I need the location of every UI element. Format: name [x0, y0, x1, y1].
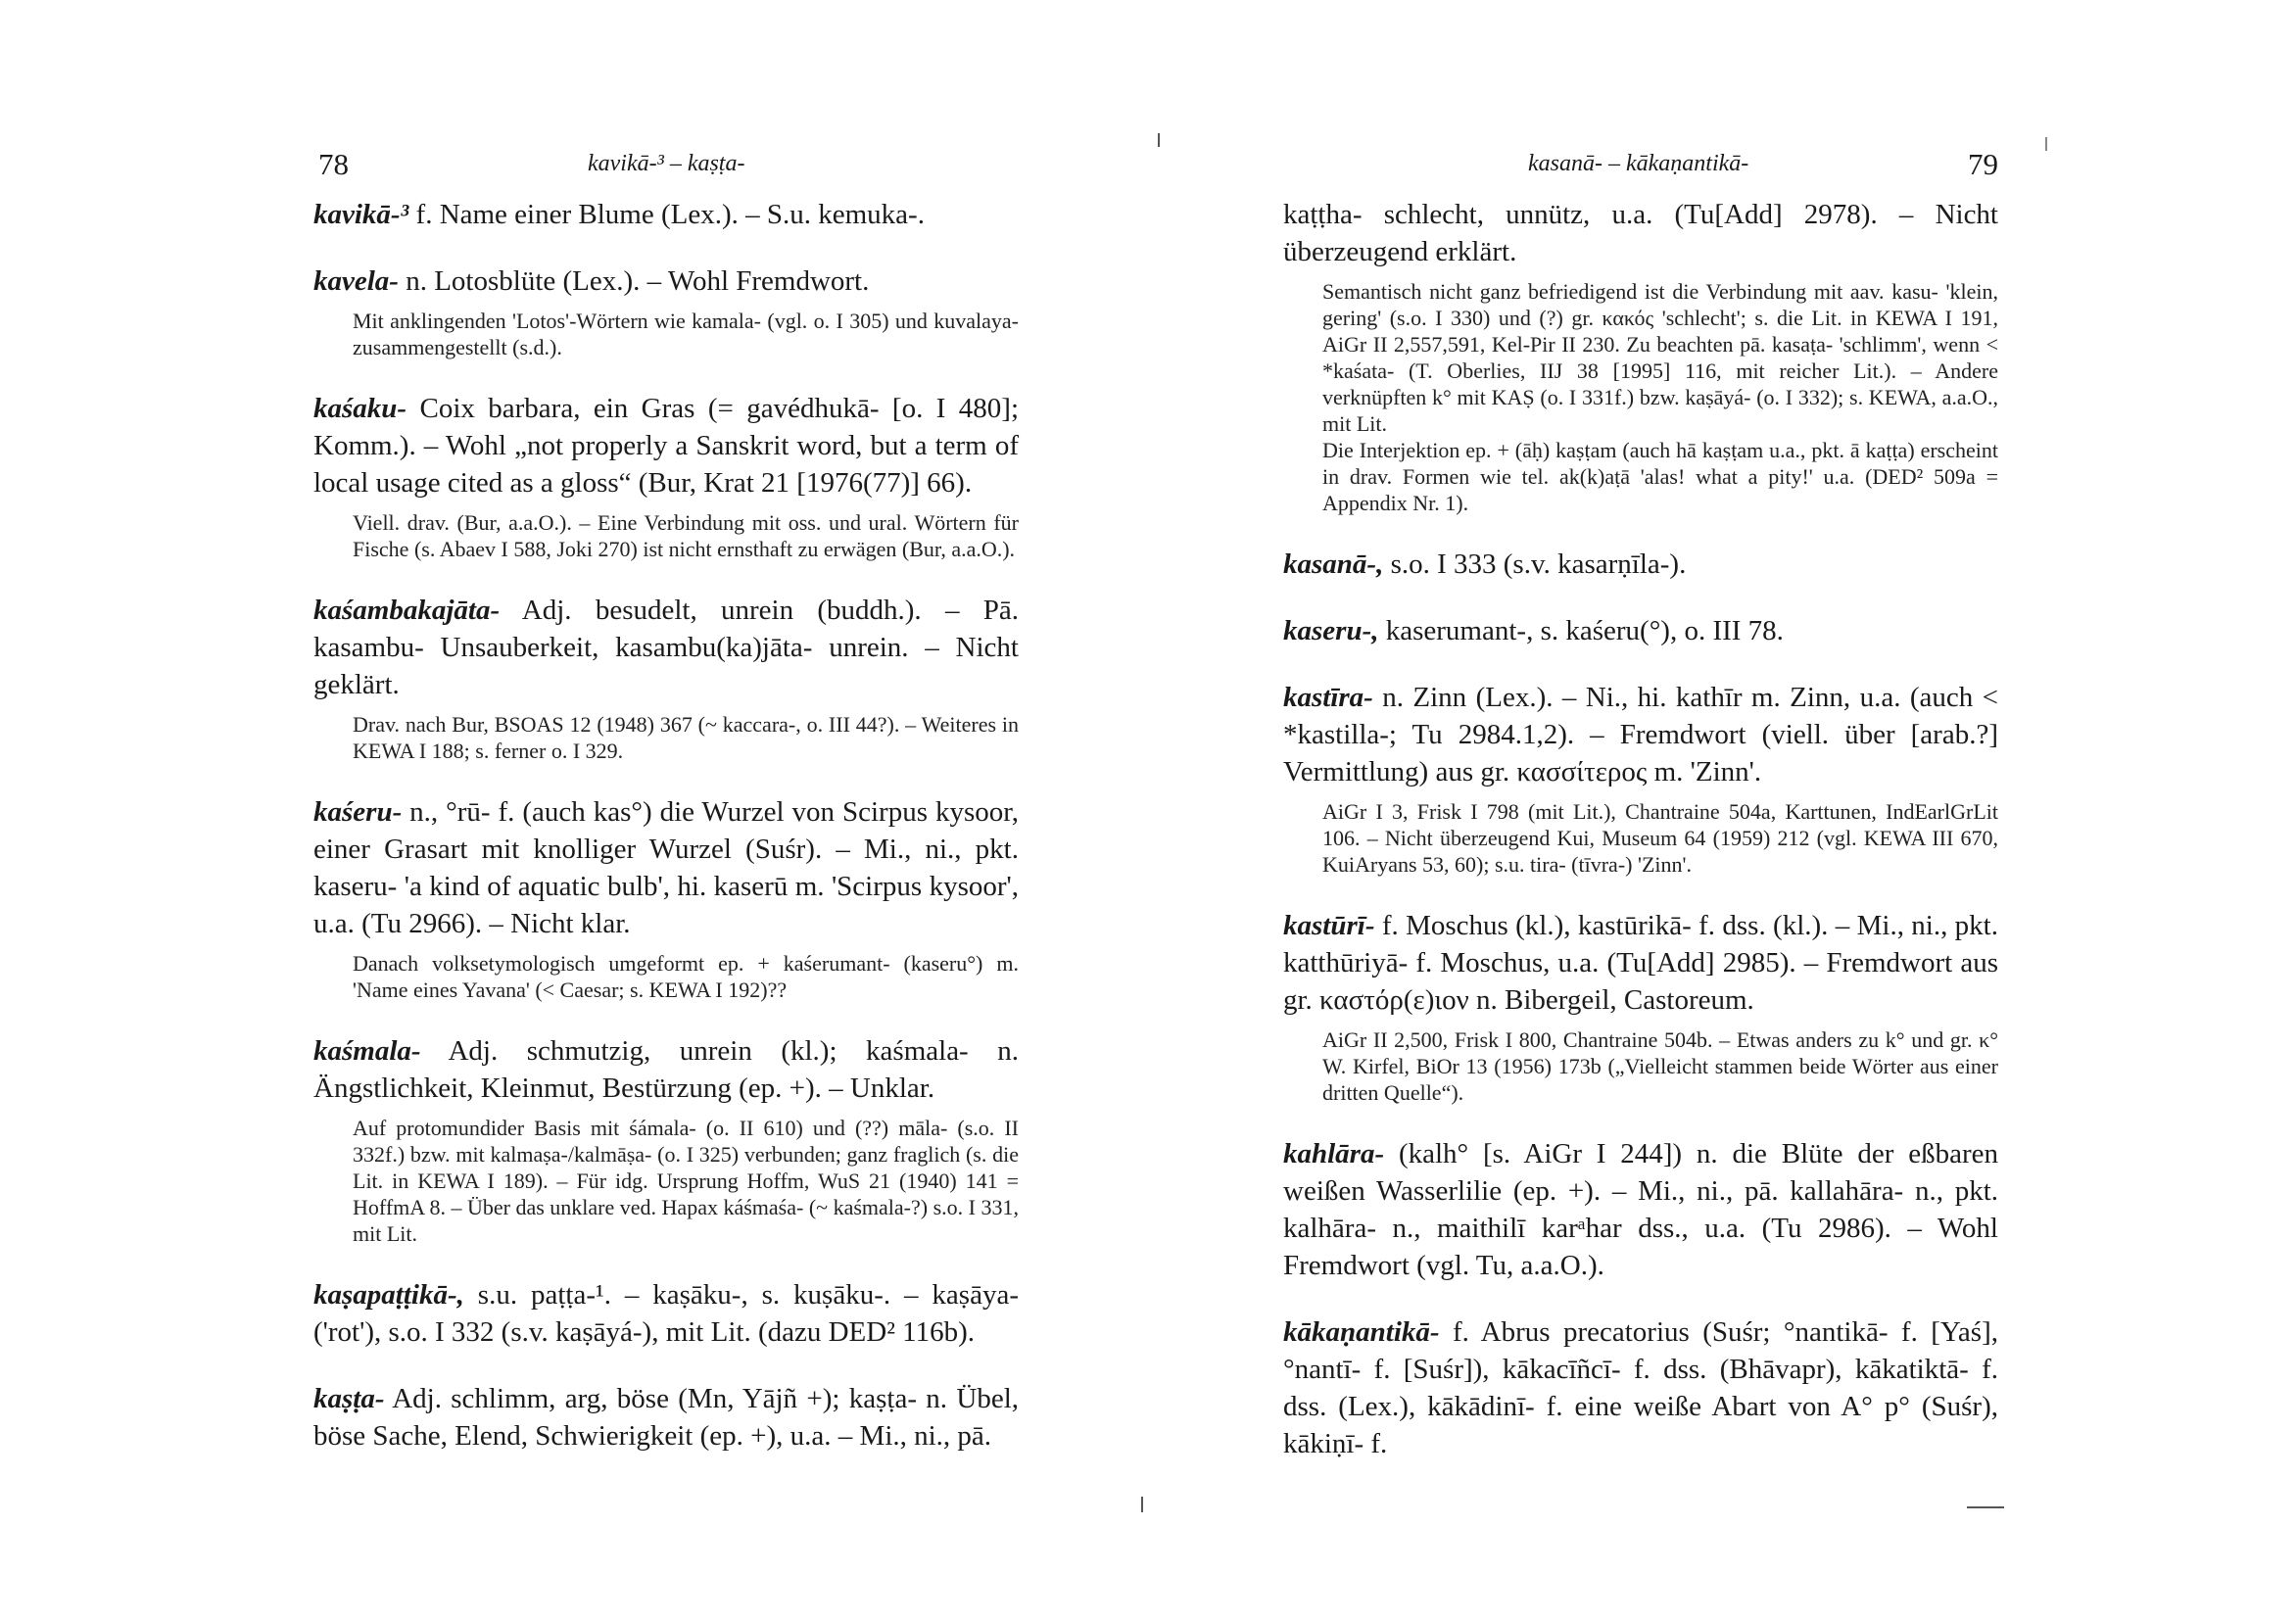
left-running-title: kavikā-³ – kaṣṭa-: [588, 151, 745, 176]
entry-lemma: kaseru-,: [1283, 615, 1379, 646]
entry-lemma: kavikā-³: [313, 199, 409, 230]
dictionary-entry: [1283, 546, 1998, 583]
entry-text: s.u. paṭṭa-¹. – kaṣāku-, s. kuṣāku-. – kaṣāya- ('rot'), s.o. I 332 (s.v. kaṣāyá-), mit Lit. (dazu DED² 116b).: [313, 1279, 1019, 1348]
entry-lemma: kavela-: [313, 265, 399, 297]
scan-mark-top: [1158, 133, 1160, 147]
entry-text: Adj. besudelt, unrein (buddh.). – Pā. kasambu- Unsauberkeit, kasambu(ka)jāta- unrein. – Nicht geklärt.: [313, 595, 1019, 700]
entry-text: Adj. schmutzig, unrein (kl.); kaśmala- n. Ängstlichkeit, Kleinmut, Bestürzung (ep. +). – Unklar.: [313, 1035, 1019, 1104]
entry-note: AiGr I 3, Frisk I 798 (mit Lit.), Chantraine 504a, Karttunen, IndEarlGrLit 106. – Nicht überzeugend Kui, Museum 64 (1959) 212 (vgl. KEWA III 670, KuiAryans 53, 60); s.u. tira- (tīvra-) 'Zinn'.: [1322, 799, 1998, 877]
right-running-head: [1283, 147, 1998, 186]
scan-mark-right: [2045, 137, 2047, 151]
entry-text: f. Abrus precatorius (Suśr; °nantikā- f. [Yaś], °nantī- f. [Suśr]), kākacīñcī- f. dss. (Bhāvapr), kākatiktā- f. dss. (Lex.), kākādinī- f. eine weiße Abart von A° p° (Suśr), kākiṇī- f.: [1283, 1316, 1998, 1459]
entry-note: Viell. drav. (Bur, a.a.O.). – Eine Verbindung mit oss. und ural. Wörtern für Fische (s. Abaev I 588, Joki 270) ist nicht ernsthaft zu erwägen (Bur, a.a.O.).: [353, 510, 1019, 561]
entry-text: n. Lotosblüte (Lex.). – Wohl Fremdwort.: [398, 265, 870, 297]
dictionary-entry: [1283, 1313, 1998, 1462]
right-page-number: 79: [1968, 147, 1998, 181]
entry-text: n. Zinn (Lex.). – Ni., hi. kathīr m. Zinn, u.a. (auch < *kastilla-; Tu 2984.1,2). – Fremdwort (viell. über [arab.?] Vermittlung) aus gr. κασσίτερος m. 'Zinn'.: [1283, 682, 1998, 787]
dictionary-entry: [313, 592, 1019, 764]
right-page-body: [1283, 196, 1998, 1492]
entry-text: n., °rū- f. (auch kas°) die Wurzel von Scirpus kysoor, einer Grasart mit knolliger Wurzel (Suśr). – Mi., ni., pkt. kaseru- 'a kind of aquatic bulb', hi. kaserū m. 'Scirpus kysoor', u.a. (Tu 2966). – Nicht klar.: [313, 796, 1019, 939]
dictionary-entry: [313, 1380, 1019, 1455]
entry-lemma: kastūrī-: [1283, 910, 1375, 941]
entry-note: Auf protomundider Basis mit śámala- (o. II 610) und (??) māla- (s.o. II 332f.) bzw. mit kalmaṣa-/kalmāṣa- (o. I 325) verbunden; ganz fraglich (s. die Lit. in KEWA I 189). – Für idg. Ursprung Hoffm, WuS 21 (1940) 141 = HoffmA 8. – Über das unklare ved. Hapax káśmaśa- (~ kaśmala-?) s.o. I 331, mit Lit.: [353, 1116, 1019, 1246]
entry-text: f. Name einer Blume (Lex.). – S.u. kemuka-.: [408, 199, 925, 230]
dictionary-entry: [1283, 907, 1998, 1106]
continued-entry: [1283, 196, 1998, 516]
entry-lemma: kasanā-,: [1283, 549, 1384, 580]
entry-text: kaṭṭha- schlecht, unnütz, u.a. (Tu[Add] 2978). – Nicht überzeugend erklärt.: [1283, 199, 1998, 267]
entry-note: Semantisch nicht ganz befriedigend ist die Verbindung mit aav. kasu- 'klein, gering' (s.o. I 330) und (?) gr. κακός 'schlecht'; s. die Lit. in KEWA I 191, AiGr II 2,557,591, Kel-Pir II 230. Zu beachten pā. kasaṭa- 'schlimm', wenn < *kaśata- (T. Oberlies, IIJ 38 [1995] 116, mit reicher Lit.). – Andere verknüpften k° mit KAṢ (o. I 331f.) bzw. kaṣāyá- (o. I 332); s. KEWA, a.a.O., mit Lit.: [1322, 279, 1998, 436]
entry-text: kaserumant-, s. kaśeru(°), o. III 78.: [1378, 615, 1784, 646]
entry-text: (kalh° [s. AiGr I 244]) n. die Blüte der eßbaren weißen Wasserlilie (ep. +). – Mi., ni., pā. kallahāra- n., pkt. kalhāra- n., maithilī karᵃhar dss., u.a. (Tu 2986). – Wohl Fremdwort (vgl. Tu, a.a.O.).: [1283, 1138, 1998, 1281]
right-running-title: kasanā- – kākaṇantikā-: [1528, 151, 1749, 176]
entry-lemma: kaśmala-: [313, 1035, 421, 1067]
entry-note: AiGr II 2,500, Frisk I 800, Chantraine 504b. – Etwas anders zu k° und gr. κ° W. Kirfel, BiOr 13 (1956) 173b („Vielleicht stammen beide Wörter aus einer dritten Quelle“).: [1322, 1027, 1998, 1105]
entry-text: s.o. I 333 (s.v. kasarṇīla-).: [1383, 549, 1687, 580]
left-running-head: [313, 147, 1019, 186]
entry-note: Drav. nach Bur, BSOAS 12 (1948) 367 (~ kaccara-, o. III 44?). – Weiteres in KEWA I 188; s. ferner o. I 329.: [353, 712, 1019, 763]
entry-text: Adj. schlimm, arg, böse (Mn, Yājñ +); kaṣṭa- n. Übel, böse Sache, Elend, Schwierigkeit (ep. +), u.a. – Mi., ni., pā.: [313, 1383, 1019, 1452]
entry-lemma: kahlāra-: [1283, 1138, 1385, 1169]
dictionary-entry: [313, 1276, 1019, 1351]
dictionary-entry: [1283, 1135, 1998, 1284]
dictionary-entry: [1283, 612, 1998, 649]
entry-lemma: kākaṇantikā-: [1283, 1316, 1440, 1348]
dictionary-entry: [313, 262, 1019, 360]
dictionary-entry: [313, 1032, 1019, 1247]
dictionary-entry: [313, 196, 1019, 233]
entry-lemma: kaṣapaṭṭikā-,: [313, 1279, 464, 1311]
entry-lemma: kaśambakajāta-: [313, 595, 501, 626]
entry-note: Mit anklingenden 'Lotos'-Wörtern wie kamala- (vgl. o. I 305) und kuvalaya- zusammengestellt (s.d.).: [353, 309, 1019, 359]
scan-mark-corner: [1967, 1506, 2004, 1508]
dictionary-entry: [313, 793, 1019, 1003]
entry-text: f. Moschus (kl.), kastūrikā- f. dss. (kl.). – Mi., ni., pkt. katthūriyā- f. Moschus, u.a. (Tu[Add] 2985). – Fremdwort aus gr. καστόρ(ε)ιον n. Bibergeil, Castoreum.: [1283, 910, 1998, 1016]
entry-note: Danach volksetymologisch umgeformt ep. + kaśerumant- (kaseru°) m. 'Name eines Yavana' (< Caesar; s. KEWA I 192)??: [353, 951, 1019, 1002]
entry-note: Die Interjektion ep. + (āḥ) kaṣṭam (auch hā kaṣṭam u.a., pkt. ā kaṭṭa) erscheint in drav. Formen wie tel. ak(k)aṭā 'alas! what a pity!' u.a. (DED² 509a = Appendix Nr. 1).: [1322, 438, 1998, 515]
entry-lemma: kaśeru-: [313, 796, 403, 828]
entry-text: Coix barbara, ein Gras (= gavédhukā- [o. I 480]; Komm.). – Wohl „not properly a Sanskrit word, but a term of local usage cited as a gloss“ (Bur, Krat 21 [1976(77)] 66).: [313, 393, 1019, 499]
scan-mark-bottom: [1141, 1497, 1143, 1512]
entry-lemma: kastīra-: [1283, 682, 1373, 713]
entry-lemma: kaśaku-: [313, 393, 407, 424]
entry-lemma: kaṣṭa-: [313, 1383, 385, 1414]
dictionary-entry: [1283, 679, 1998, 878]
left-page-number: 78: [318, 147, 349, 181]
dictionary-entry: [313, 390, 1019, 562]
left-page-body: [313, 196, 1019, 1484]
